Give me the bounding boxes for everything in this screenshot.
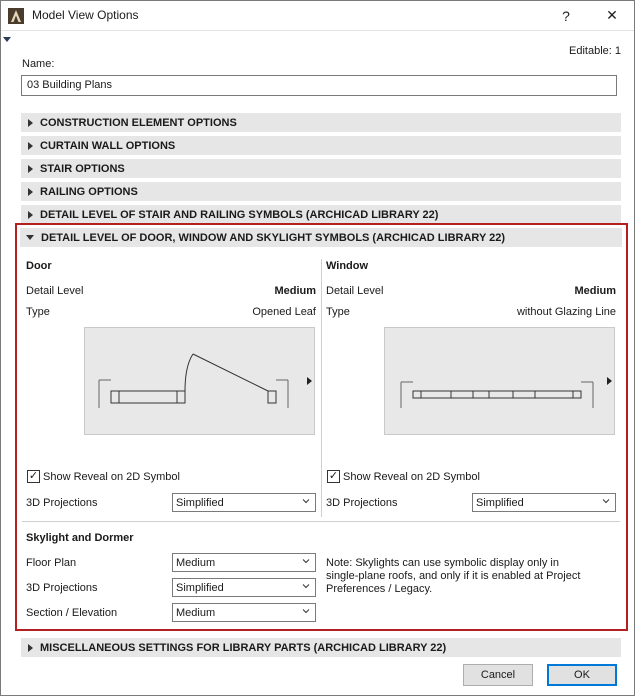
- select-value: Simplified: [476, 496, 524, 509]
- skylight-heading: Skylight and Dormer: [26, 532, 134, 544]
- door-3d-projections-select[interactable]: [172, 493, 316, 512]
- chevron-down-icon[interactable]: [3, 37, 11, 42]
- section-title: DETAIL LEVEL OF DOOR, WINDOW AND SKYLIGHT SYMBOLS (ARCHICAD LIBRARY 22): [41, 231, 506, 244]
- skylight-floor-plan-select[interactable]: [172, 553, 316, 572]
- title-bar: [0, 0, 635, 31]
- window-heading: Window: [326, 260, 369, 272]
- section-title: CURTAIN WALL OPTIONS: [40, 139, 176, 152]
- chevron-down-icon: [302, 557, 310, 565]
- select-value: Medium: [176, 556, 216, 569]
- expand-arrow-icon: [28, 142, 33, 150]
- skylight-section-elevation-select[interactable]: [172, 603, 316, 622]
- door-3d-projections-label: 3D Projections: [26, 497, 98, 509]
- door-symbol-drawing: [85, 328, 314, 434]
- door-detail-level-label: Detail Level: [26, 285, 84, 297]
- select-value: Medium: [176, 606, 216, 619]
- door-type-label: Type: [26, 306, 50, 318]
- editable-count: Editable: 1: [569, 45, 621, 57]
- door-show-reveal-label: Show Reveal on 2D Symbol: [43, 471, 180, 483]
- skylight-3d-projections-select[interactable]: [172, 578, 316, 597]
- archicad-app-icon: [8, 8, 24, 24]
- window-type-label: Type: [326, 306, 350, 318]
- section-misc-library-settings[interactable]: [21, 638, 621, 657]
- window-symbol-preview[interactable]: [384, 327, 615, 435]
- help-button[interactable]: ?: [562, 7, 570, 24]
- skylight-floor-plan-label: Floor Plan: [26, 557, 77, 569]
- window-detail-level-value[interactable]: Medium: [574, 285, 616, 297]
- window-3d-projections-select[interactable]: [472, 493, 616, 512]
- name-input[interactable]: 03 Building Plans: [21, 75, 617, 96]
- window-3d-projections-label: 3D Projections: [326, 497, 398, 509]
- door-show-reveal-checkbox[interactable]: ✓: [28, 470, 39, 482]
- window-symbol-drawing: [385, 328, 614, 434]
- door-type-value[interactable]: Opened Leaf: [252, 306, 316, 318]
- section-title: DETAIL LEVEL OF STAIR AND RAILING SYMBOLS (ARCHICAD LIBRARY 22): [40, 208, 439, 221]
- skylight-note: [326, 557, 616, 596]
- section-title: MISCELLANEOUS SETTINGS FOR LIBRARY PARTS (ARCHICAD LIBRARY 22): [40, 641, 447, 654]
- door-detail-level-value[interactable]: Medium: [274, 285, 316, 297]
- section-railing-options[interactable]: [21, 182, 621, 201]
- expand-arrow-icon: [28, 211, 33, 219]
- section-construction-element-options[interactable]: [21, 113, 621, 132]
- section-stair-options[interactable]: [21, 159, 621, 178]
- play-arrow-icon[interactable]: [607, 377, 612, 385]
- collapse-arrow-icon: [26, 235, 34, 240]
- chevron-down-icon: [302, 607, 310, 615]
- cancel-button[interactable]: Cancel: [463, 664, 533, 686]
- chevron-down-icon: [602, 497, 610, 505]
- chevron-down-icon: [302, 497, 310, 505]
- chevron-down-icon: [302, 582, 310, 590]
- expand-arrow-icon: [28, 119, 33, 127]
- note-line: Note: Skylights can use symbolic display only in: [326, 557, 559, 569]
- close-button[interactable]: ✕: [606, 7, 618, 23]
- section-curtain-wall-options[interactable]: [21, 136, 621, 155]
- skylight-section-elevation-label: Section / Elevation: [26, 607, 118, 619]
- expand-arrow-icon: [28, 188, 33, 196]
- name-label: Name:: [22, 58, 55, 70]
- window-show-reveal-label: Show Reveal on 2D Symbol: [343, 471, 480, 483]
- section-title: RAILING OPTIONS: [40, 185, 138, 198]
- ok-button[interactable]: OK: [547, 664, 617, 686]
- select-value: Simplified: [176, 496, 224, 509]
- door-heading: Door: [26, 260, 52, 272]
- section-stair-railing-symbols[interactable]: [21, 205, 621, 224]
- skylight-3d-projections-label: 3D Projections: [26, 582, 98, 594]
- expand-arrow-icon: [28, 165, 33, 173]
- window-type-value[interactable]: without Glazing Line: [516, 306, 616, 318]
- door-symbol-preview[interactable]: [84, 327, 315, 435]
- section-title: CONSTRUCTION ELEMENT OPTIONS: [40, 116, 237, 129]
- window-detail-level-label: Detail Level: [326, 285, 384, 297]
- note-line: single-plane roofs, and only if it is enabled at Project: [326, 570, 581, 582]
- select-value: Simplified: [176, 581, 224, 594]
- window-show-reveal-checkbox[interactable]: ✓: [328, 470, 339, 482]
- note-line: Preferences / Legacy.: [326, 583, 433, 595]
- expand-arrow-icon: [28, 644, 33, 652]
- play-arrow-icon[interactable]: [307, 377, 312, 385]
- section-title: STAIR OPTIONS: [40, 162, 125, 175]
- column-divider: [321, 259, 322, 517]
- section-door-window-skylight-symbols[interactable]: [20, 228, 622, 247]
- window-title: Model View Options: [32, 8, 139, 22]
- section-divider: [22, 521, 620, 522]
